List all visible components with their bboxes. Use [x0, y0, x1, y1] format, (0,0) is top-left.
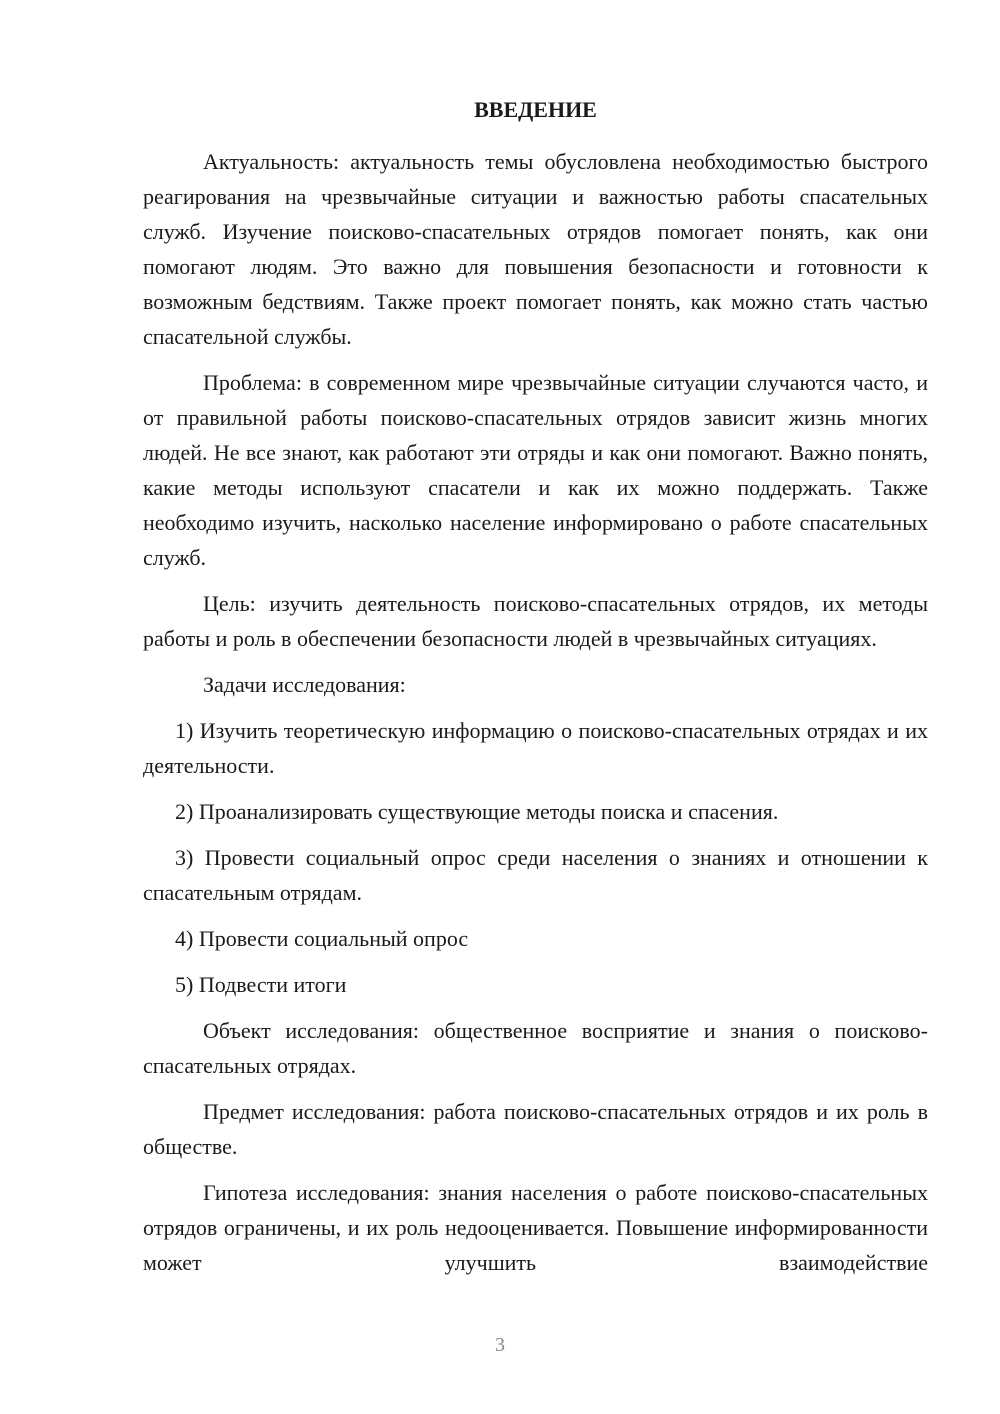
task-item: 5) Подвести итоги — [175, 972, 347, 997]
task-item: 4) Провести социальный опрос — [175, 926, 469, 951]
subject-paragraph: Предмет исследования: работа поисково-спасательных отрядов и их роль в обществе. — [143, 1099, 928, 1159]
task-item: 2) Проанализировать существующие методы поиска и спасения. — [175, 799, 779, 824]
page-number: 3 — [495, 1334, 505, 1356]
goal-paragraph: Цель: изучить деятельность поисково-спасательных отрядов, их методы работы и роль в обеспечении безопасности людей в чрезвычайных ситуациях. — [143, 591, 928, 651]
tasks-heading: Задачи исследования: — [203, 672, 406, 697]
task-item: 1) Изучить теоретическую информацию о поисково-спасательных отрядах и их деятельности. — [143, 718, 928, 778]
relevance-paragraph: Актуальность: актуальность темы обусловлена необходимостью быстрого реагирования на чрезвычайные ситуации и важностью работы спасательных служб. Изучение поисково-спасательных отрядов помогает понять, как они помогают людям. Это важно для повышения безопасности и готовности к возможным бедствиям. Также проект помогает понять, как можно стать частью спасательной службы. — [143, 149, 928, 349]
problem-paragraph: Проблема: в современном мире чрезвычайные ситуации случаются часто, и от правильной работы поисково-спасательных отрядов зависит жизнь многих людей. Не все знают, как работают эти отряды и как они помогают. Важно понять, какие методы используют спасатели и как их можно поддержать. Также необходимо изучить, насколько население информировано о работе спасательных служб. — [143, 370, 928, 570]
object-paragraph: Объект исследования: общественное восприятие и знания о поисково-спасательных отрядах. — [143, 1018, 928, 1078]
hypothesis-paragraph: Гипотеза исследования: знания населения о работе поисково-спасательных отрядов ограничены, и их роль недооценивается. Повышение информированности может улучшить взаимодействие — [143, 1180, 928, 1275]
section-heading: ВВЕДЕНИЕ — [474, 97, 597, 122]
task-item: 3) Провести социальный опрос среди населения о знаниях и отношении к спасательным отрядам. — [143, 845, 928, 905]
page-body — [143, 92, 928, 1291]
